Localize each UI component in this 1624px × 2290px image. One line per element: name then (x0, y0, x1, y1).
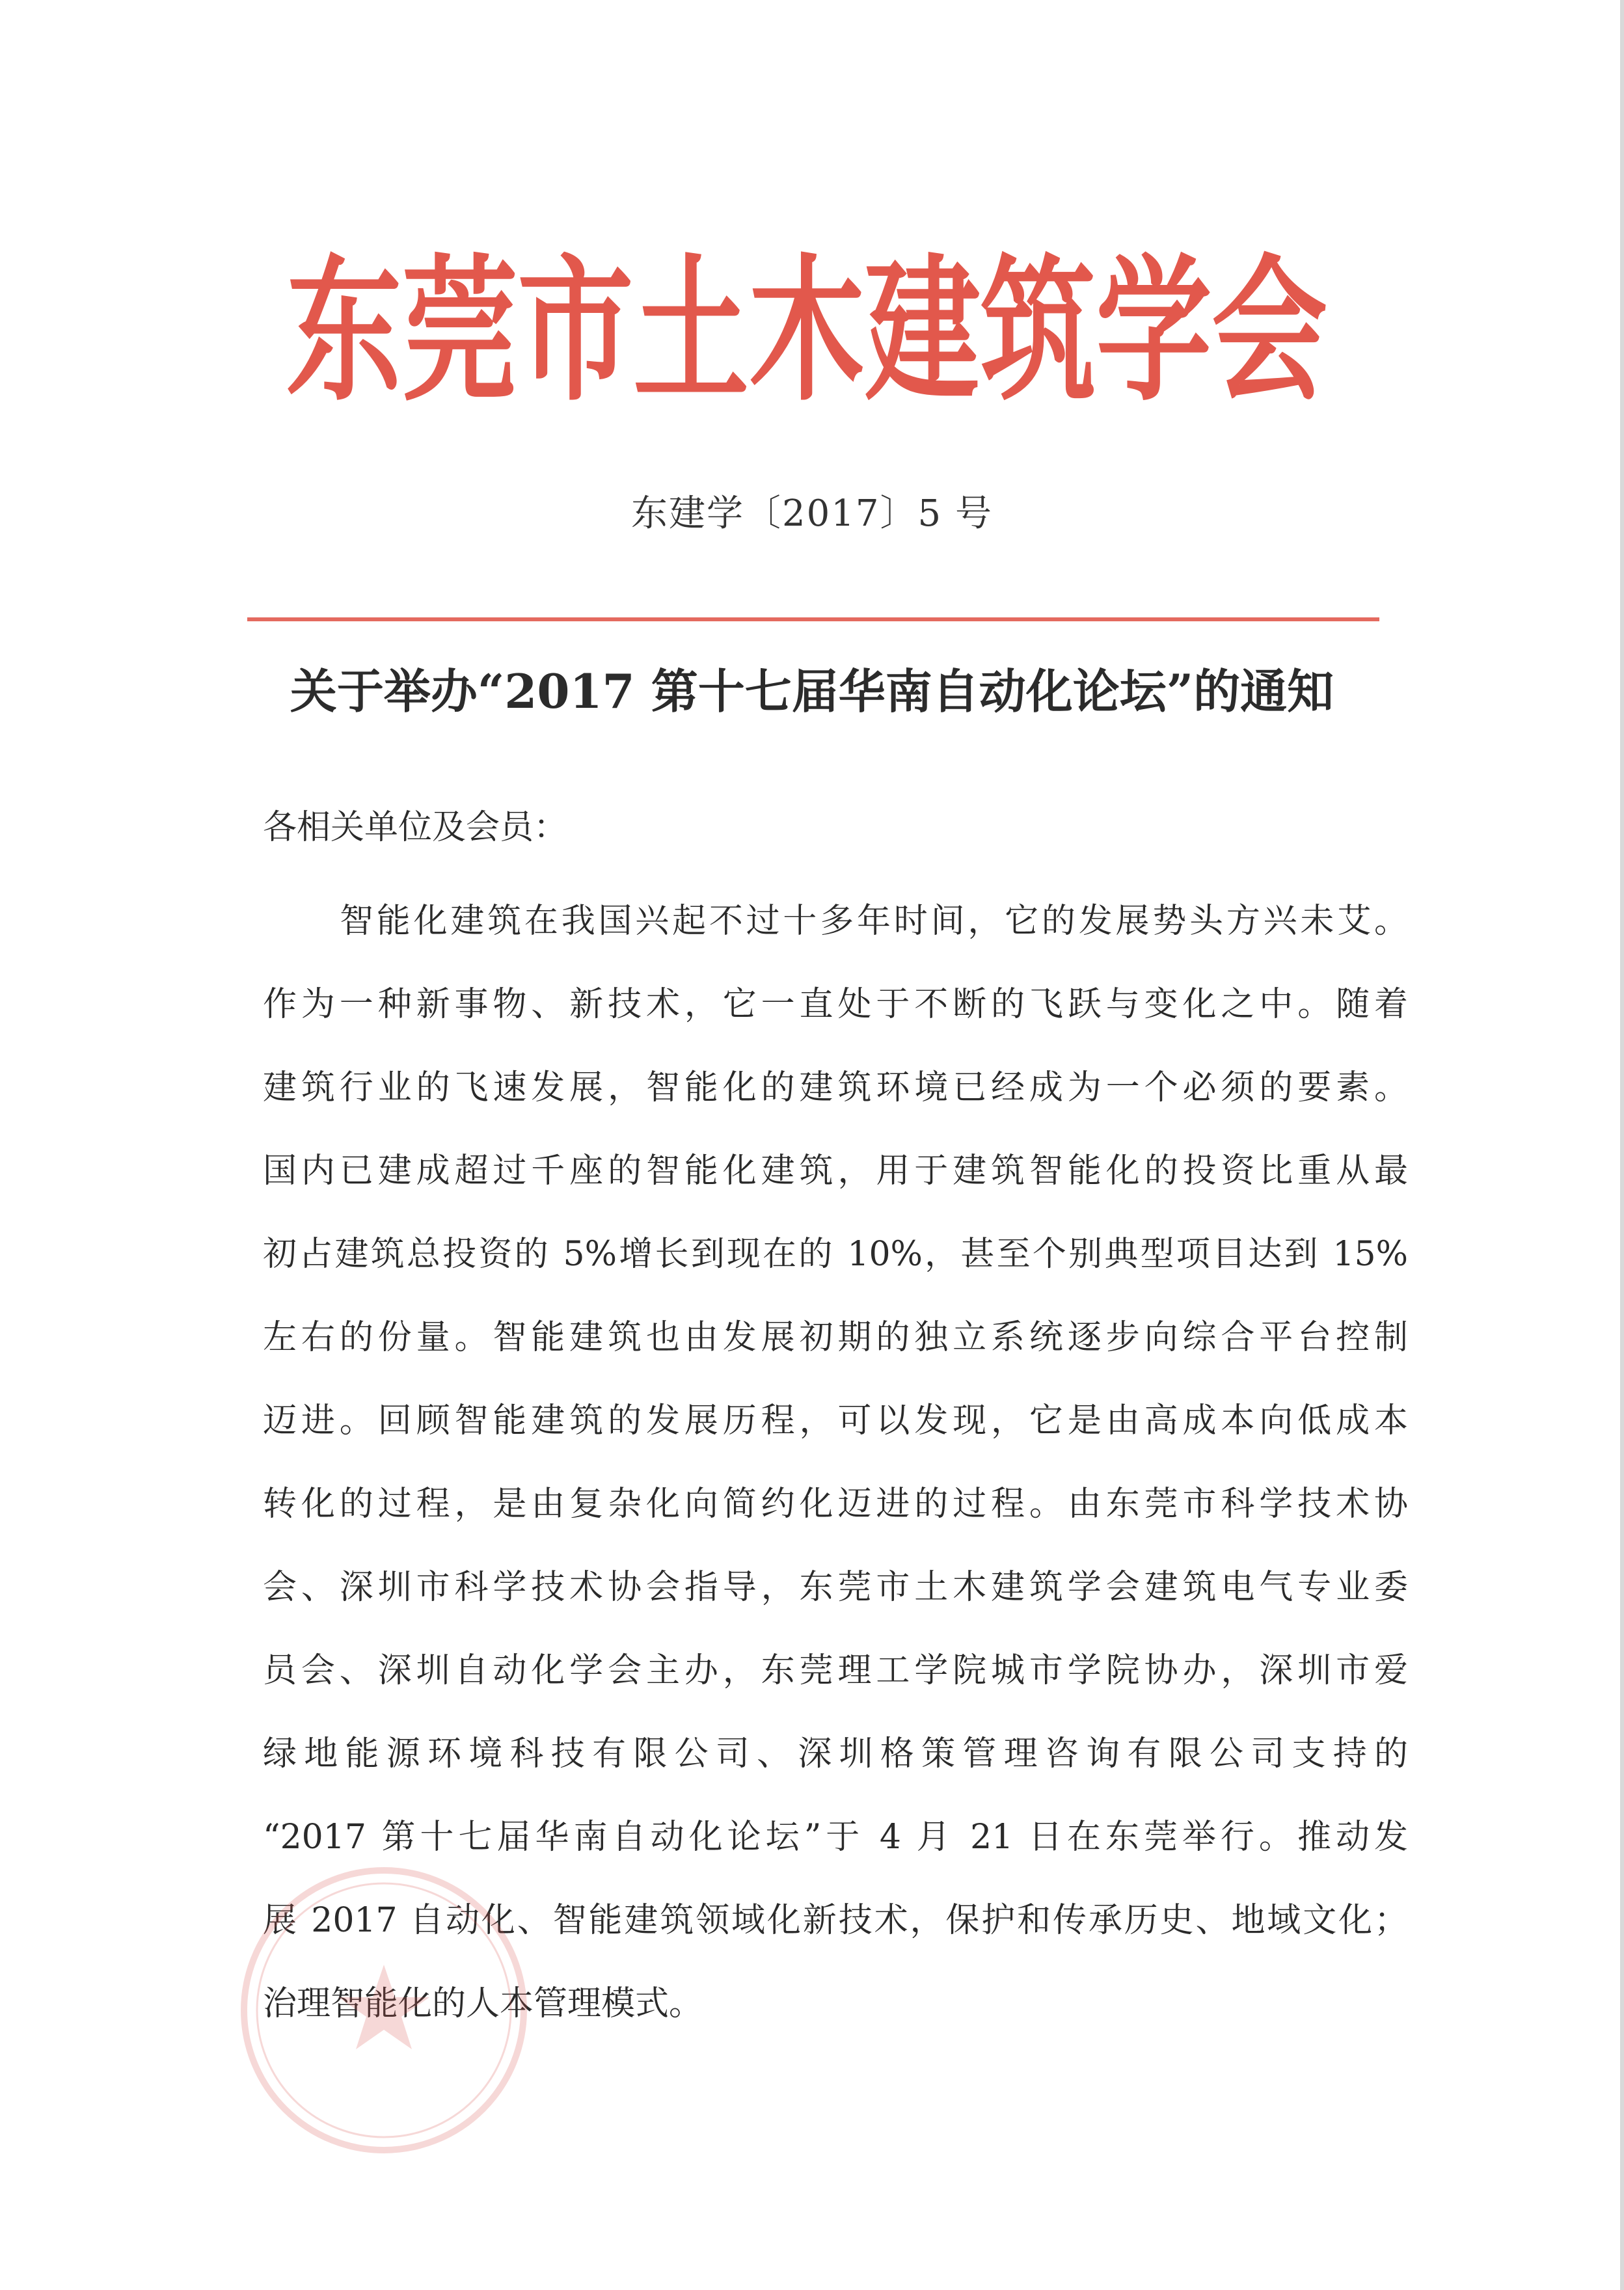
body-line: 转化的过程，是由复杂化向简约化迈进的过程。由东莞市科学技术协 (263, 1485, 1408, 1524)
body-line: “2017 第十七届华南自动化论坛”于 4 月 21 日在东莞举行。推动发 (263, 1818, 1408, 1857)
body-line: 国内已建成超过千座的智能化建筑，用于建筑智能化的投资比重从最 (263, 1152, 1408, 1191)
body-line: 绿地能源环境科技有限公司、深圳格策管理咨询有限公司支持的 (263, 1734, 1408, 1773)
scan-edge (1620, 0, 1624, 2290)
body-line: 智能化建筑在我国兴起不过十多年时间，它的发展势头方兴未艾。 (340, 902, 1408, 941)
salutation: 各相关单位及会员： (263, 808, 568, 847)
document-number: 东建学〔2017〕5 号 (631, 492, 993, 535)
notice-title: 关于举办“2017 第十七届华南自动化论坛”的通知 (290, 664, 1334, 719)
body-line: 初占建筑总投资的 5%增长到现在的 10%，甚至个别典型项目达到 15% (263, 1235, 1408, 1274)
body-line: 展 2017 自动化、智能建筑领域化新技术，保护和传承历史、地域文化； (263, 1901, 1408, 1940)
body-line: 治理智能化的人本管理模式。 (263, 1984, 703, 2023)
body-line: 员会、深圳自动化学会主办，东莞理工学院城市学院协办，深圳市爱 (263, 1651, 1408, 1690)
official-seal (234, 1861, 534, 2160)
letterhead-title (273, 234, 1340, 429)
body-line: 会、深圳市科学技术协会指导，东莞市土木建筑学会建筑电气专业委 (263, 1568, 1408, 1607)
body-line: 左右的份量。智能建筑也由发展初期的独立系统逐步向综合平台控制 (263, 1318, 1408, 1357)
letterhead (273, 234, 1340, 429)
body-line: 作为一种新事物、新技术，它一直处于不断的飞跃与变化之中。随着 (263, 985, 1408, 1024)
red-divider (247, 617, 1379, 621)
body-line: 建筑行业的飞速发展，智能化的建筑环境已经成为一个必须的要素。 (263, 1068, 1408, 1107)
letterhead-org-name: 东莞市土木建筑学会 (286, 240, 1328, 422)
seal-icon (234, 1861, 534, 2160)
body-line: 迈进。回顾智能建筑的发展历程，可以发现，它是由高成本向低成本 (263, 1401, 1408, 1440)
